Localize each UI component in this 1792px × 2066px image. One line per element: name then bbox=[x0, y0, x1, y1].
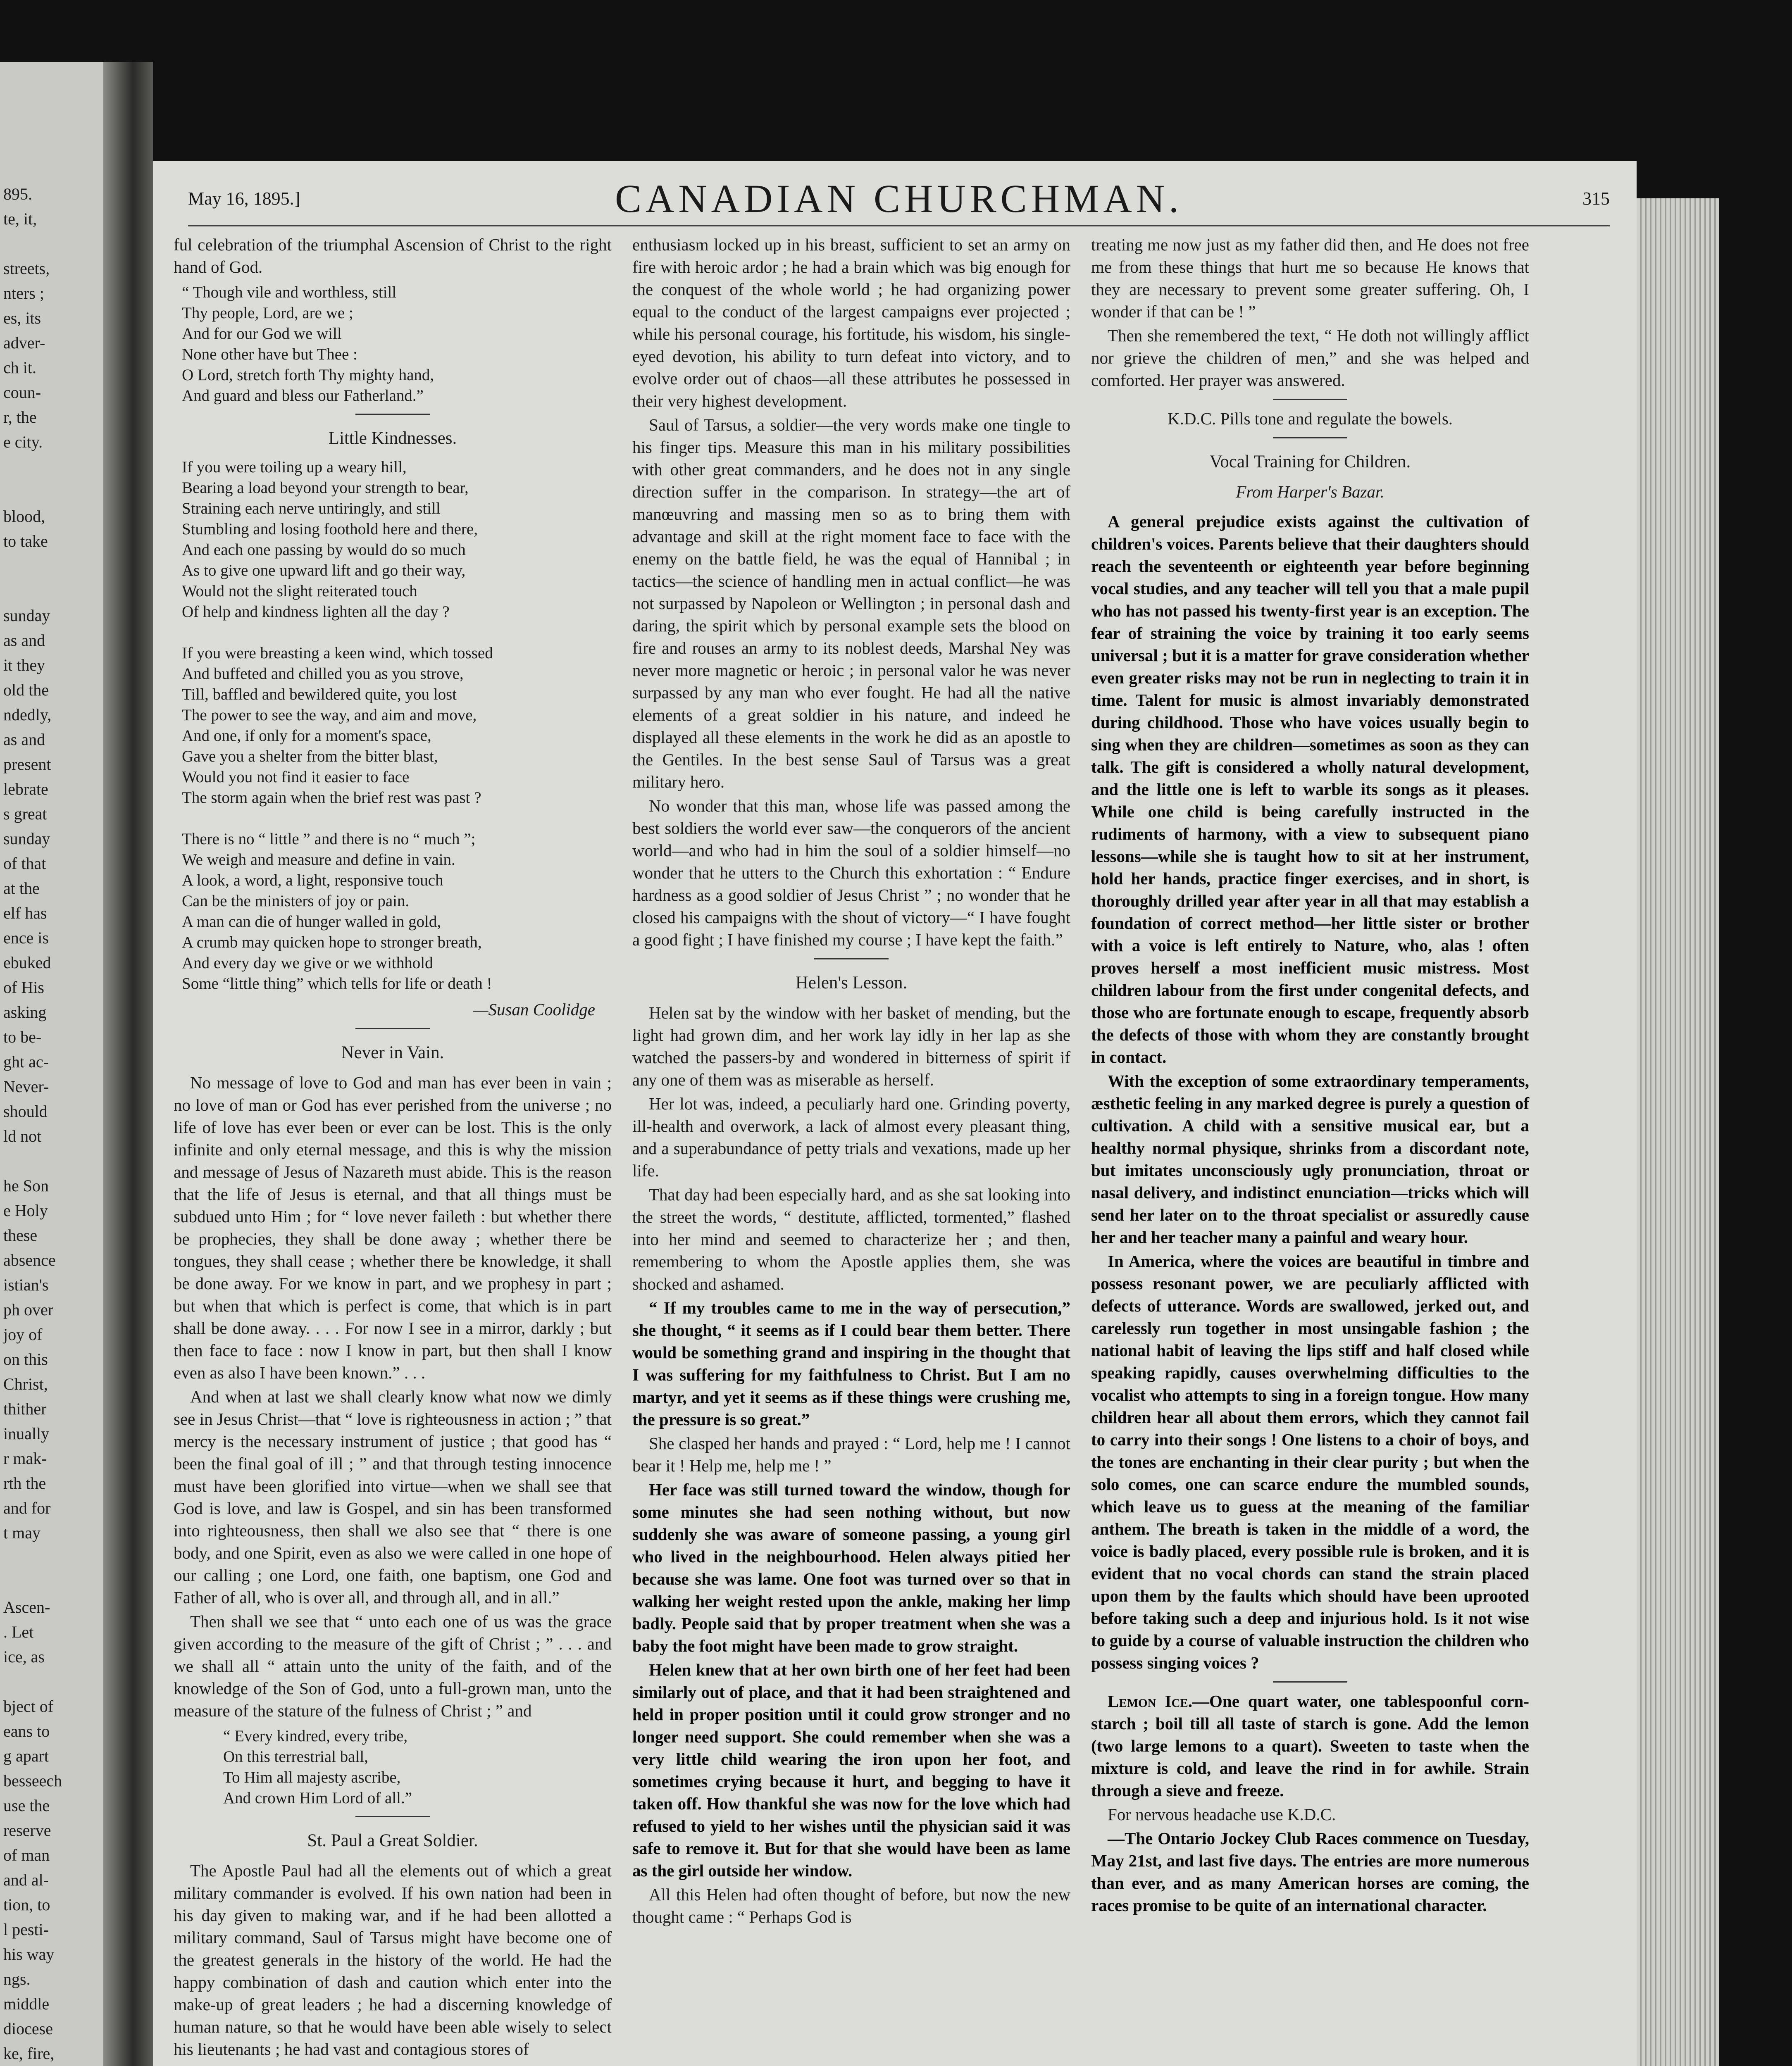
notice-jockey-club: —The Ontario Jockey Club Races commence on Tuesday, May 21st, and last five days. The entries are more numerous than ever, and as many American horses are coming, the races promise to be quite of an international character. bbox=[1091, 1829, 1529, 1915]
newspaper-page bbox=[153, 161, 1637, 2066]
article-paragraph: A general prejudice exists against the cultivation of children's voices. Parents believe that their daughters should reach the seventeenth or eighteenth year before beginning vocal studies, and any teacher will tell you that a male pupil who has not passed his twenty-first year is an exception. The fear of straining the voice by training it too early seems universal ; but it is a matter for grave consideration whether even greater risks may not be run in neglecting to train it in time. Talent for music is almost invariably demonstrated during childhood. Those who have voices usually begin to sing when they are children—sometimes as soon as they can talk. The gift is considered a wholly natural development, and the little one is left to warble its songs as it pleases. While one child is being carefully instructed in the rudiments of harmony, with a view to subsequent piano lessons—while she is taught how to sit at her instrument, hold her hands, practice finger exercises, and in short, is thoroughly drilled year after year in all that may establish a foundation of correct method—her little sister or brother with a voice is left entirely to Nature, who, alas ! often proves herself a most inefficient music mistress. Most children labour from the first under congenital defects, and those who are fortunate enough to escape, frequently absorb the defects of those with whom they are constantly brought in contact. bbox=[1091, 512, 1529, 1066]
column-1 bbox=[174, 233, 612, 2062]
article-title-never-in-vain: Never in Vain. bbox=[341, 1043, 444, 1062]
article-paragraph: The Apostle Paul had all the elements out of which a great military commander is evolved. If his own nation had been in his day given to making war, and if he had been allotted a military command, Saul of Tarsus might have become one of the greatest generals in the history of the world. He had the happy combination of dash and caution which enter into the make-up of great leaders ; he had a discerning knowledge of human nature, so that he would have been able wisely to select his lieutenants ; he had vast and contagious stores of bbox=[174, 1861, 612, 2059]
adjacent-page-text: 895. te, it, streets, nters ; es, its adver- ch it. coun- r, the e city. blood, to take sunday as and it they old the ndedly, as and present lebrate s great sunday of that at the elf has ence is ebuked of His asking to be- ght ac- Never- should ld not he Son e Holy these absence istian's ph over joy of on this Christ, thither inually r mak- rth the and for t may Ascen- . Let ice, as bject of eans to g apart besseech use the reserve of man and al- tion, to l pesti- his way ngs. middle diocese ke, fire, bbox=[3, 185, 62, 2063]
recipe-label: Lemon Ice. bbox=[1108, 1692, 1192, 1711]
article-paragraph: Her face was still turned toward the window, though for some minutes she had seen nothing without, but now suddenly she was aware of someone passing, a young girl who lived in the neighbourhood. Helen always pitied her because she was lame. One foot was turned over so that in walking her weight rested upon the ankle, making her limp badly. People said that by proper treatment when she was a baby the foot might have been made to grow straight. bbox=[632, 1480, 1070, 1655]
page-header bbox=[188, 176, 1610, 226]
article-paragraph: Helen knew that at her own birth one of her feet had been similarly out of place, and that it had been straightened and held in proper position until it could grow stronger and no longer need support. She could remember when she was a very little child wearing the iron upon her foot, and sometimes crying because it hurt, and begging to have it taken off. How thankful she was now for the love which had refused to yield to her wishes until the physician said it was safe to remove it. But for that she would have been as lame as the girl outside her window. bbox=[632, 1660, 1070, 1880]
article-paragraph: She clasped her hands and prayed : “ Lord, help me ! I cannot bear it ! Help me, help me ! ” bbox=[632, 1434, 1070, 1475]
adjacent-page-fragment bbox=[0, 62, 103, 2066]
column-2 bbox=[632, 233, 1070, 1930]
divider bbox=[355, 1028, 430, 1029]
article-paragraph: Helen sat by the window with her basket of mending, but the light had grown dim, and her work lay idly in her lap as she watched the passers-by and wondered in bitterness of spirit if any one of them was as miserable as herself. bbox=[632, 1003, 1070, 1089]
article-paragraph: Saul of Tarsus, a soldier—the very words make one tingle to his finger tips. Measure this man in his military possibilities with other great commanders, and he does not in any single direction suffer in the comparison. In strategy—the art of manœuvring and massing men so as to bring them with advantage and skill at the right moment face to face with the enemy on the battle field, he was the equal of Hannibal ; in tactics—the science of handling men in actual conflict—he was not surpassed by Napoleon or Wellington ; in personal dash and daring, the spirit which by personal example sets the blood on fire and rouses an army to its noblest deeds, Marshal Ney was never more magnetic or heroic ; in personal valor he was never surpassed by any man who ever fought. He had all the native elements of a great soldier in his nature, and indeed he displayed all these elements in the work he did as an apostle to the Gentiles. In the best sense Saul of Tarsus was a great military hero. bbox=[632, 415, 1070, 791]
masthead-title: CANADIAN CHURCHMAN. bbox=[615, 176, 1183, 221]
divider bbox=[814, 958, 889, 959]
divider bbox=[1273, 1681, 1347, 1683]
ascension-paragraph: ful celebration of the triumphal Ascension of Christ to the right hand of God. bbox=[174, 235, 612, 276]
article-paragraph: With the exception of some extraordinary temperaments, æsthetic feeling in any marked degree is purely a question of cultivation. A child with a sensitive musical ear, but a healthy normal physique, shrinks from a discordant note, but imitates unconsciously ugly pronunciation, throat or nasal delivery, and indistinct enunciation—tricks which will send her later on to the throat specialist or assuredly cause her and her teacher many a painful and weary hour. bbox=[1091, 1071, 1529, 1247]
article-title-vocal-training: Vocal Training for Children. bbox=[1209, 452, 1411, 471]
divider bbox=[355, 414, 430, 415]
article-title-little-kindnesses: Little Kindnesses. bbox=[328, 428, 457, 448]
book-gutter bbox=[103, 62, 153, 2066]
article-paragraph: treating me now just as my father did then, and He does not free me from these things that hurt me so because He knows that they are necessary to prevent some greater suffering. Oh, I wonder if that can be ! ” bbox=[1091, 235, 1529, 321]
article-paragraph: Then she remembered the text, “ He doth not willingly afflict nor grieve the children of men,” and she was helped and comforted. Her prayer was answered. bbox=[1091, 326, 1529, 390]
recipe-text: —One quart water, one tablespoonful corn-starch ; boil till all taste of starch is gone. Add the lemon (two large lemons to a quart). Sweeten to taste when the mixture is cold, and leave the rind in for awhile. Strain through a sieve and freeze. bbox=[1091, 1692, 1529, 1800]
advertisement-kdc: K.D.C. Pills tone and regulate the bowels. bbox=[1167, 409, 1453, 428]
divider bbox=[1273, 399, 1347, 400]
article-paragraph: enthusiasm locked up in his breast, sufficient to set an army on fire with heroic ardor ; he had a brain which was big enough for the conquest of the whole world ; he had organizing power equal to the conduct of the largest campaigns ever projected ; while his personal courage, his fortitude, his wisdom, his single-eyed devotion, his ability to turn defeat into victory, and to evolve order out of chaos—all these attributes he possessed in their very highest development. bbox=[632, 235, 1070, 410]
article-paragraph: Then shall we see that “ unto each one of us was the grace given according to the measure of the gift of Christ ; ” . . . and we shall all “ attain unto the unity of the faith, and of the knowledge of the Son of God, unto a full-grown man, unto the measure of the stature of the fulness of Christ ; ” and bbox=[174, 1612, 612, 1720]
divider bbox=[355, 1816, 430, 1817]
article-paragraph: “ If my troubles came to me in the way of persecution,” she thought, “ it seems as if I could bear them better. There would be something grand and inspiring in the thought that I was suffering for my faithfulness to Christ. But I am no martyr, and yet it seems as if these things were crushing me, the pressure is so great.” bbox=[632, 1298, 1070, 1429]
divider bbox=[1273, 437, 1347, 438]
hymn-verse: “ Every kindred, every tribe, On this terrestrial ball, To Him all majesty ascribe, And crown Him Lord of all.” bbox=[223, 1727, 412, 1807]
article-title-st-paul: St. Paul a Great Soldier. bbox=[307, 1831, 478, 1850]
page-number: 315 bbox=[1582, 188, 1610, 209]
recipe-lemon-ice bbox=[1091, 1690, 1529, 1802]
column-3 bbox=[1091, 233, 1529, 1918]
article-paragraph: In America, where the voices are beautiful in timbre and possess resonant power, we are peculiarly afflicted with defects of utterance. Words are swallowed, jerked out, and carelessly run together in most unsingable fashion ; the national habit of leaving the lips stiff and half closed while speaking rapidly, causes overwhelming difficulties to the vocalist who attempts to sing in a foreign tongue. How many children hear all about them errors, which they cannot fail to carry into their songs ! One listens to a choir of boys, and the tones are enchanting in their clear purity ; but when the solo comes, one can scarce endure the mumbled sounds, which leave us to guess at the meaning of the familiar anthem. The breath is taken in the middle of a word, the voice is badly placed, every possible rule is broken, and it is evident that no vocal chords can stand the strain placed upon them by the faults which should have been uprooted before taking such a deep and injurious hold. Is it not wise to guide by a course of valuable instruction the children who possess singing voices ? bbox=[1091, 1252, 1529, 1672]
poem-attribution: —Susan Coolidge bbox=[473, 1000, 595, 1019]
article-paragraph: All this Helen had often thought of before, but now the new thought came : “ Perhaps God is bbox=[632, 1885, 1070, 1926]
header-date: May 16, 1895.] bbox=[188, 188, 300, 209]
article-paragraph: That day had been especially hard, and as she sat looking into the street the words, “ destitute, afflicted, tormented,” flashed into her mind and seemed to characterize her ; and then, remembering to whom the Apostle applies them, she was shocked and ashamed. bbox=[632, 1185, 1070, 1293]
little-kindnesses-poem: If you were toiling up a weary hill, Bearing a load beyond your strength to bear, Straining each nerve untiringly, and still Stumbling and losing foothold here and there, And each one passing by would do so much As to give one upward lift and go their way, Would not the slight reiterated touch Of help and kindness lighten all the day ? If you were breasting a keen wind, which tossed And buffeted and chilled you as you strove, Till, baffled and bewildered quite, you lost The power to see the way, and aim and move, And one, if only for a moment's space, Gave you a shelter from the bitter blast, Would you not find it easier to face The storm again when the brief rest was past ? There is no “ little ” and there is no “ much ”; We weigh and measure and define in vain. A look, a word, a light, responsive touch Can be the ministers of joy or pain. A man can die of hunger walled in gold, A crumb may quicken hope to stronger breath, And every day we give or we withhold Some “little thing” which tells for life or death ! bbox=[182, 458, 493, 993]
article-paragraph: No wonder that this man, whose life was passed among the best soldiers the world ever saw—the conquerors of the ancient world—and who had in him the soul of a soldier himself—no wonder that he utters to the Church this exhortation : “ Endure hardness as a good soldier of Jesus Christ ” ; no wonder that he closed his campaigns with the shout of victory—“ I have fought a good fight ; I have finished my course ; I have kept the faith.” bbox=[632, 796, 1070, 949]
article-title-helens-lesson: Helen's Lesson. bbox=[795, 973, 908, 993]
fatherland-poem: “ Though vile and worthless, still Thy people, Lord, are we ; And for our God we will None other have but Thee : O Lord, stretch forth Thy mighty hand, And guard and bless our Fatherland.” bbox=[182, 283, 434, 405]
article-paragraph: And when at last we shall clearly know what now we dimly see in Jesus Christ—that “ love is righteousness in action ; ” that mercy is the necessary instrument of justice ; that good has “ been the final goal of ill ; ” and that through testing innocence must have been glorified into virtue—when we shall see that God is love, and law is Gospel, and sin has been transformed into righteousness, then shall we also see that “ there is one body, and one Spirit, even as also we were called in one hope of our calling ; one Lord, one faith, one baptism, one God and Father of all, who is over all, and through all, and in all.” bbox=[174, 1387, 612, 1607]
article-paragraph: No message of love to God and man has ever been in vain ; no love of man or God has ever perished from the universe ; no life of love has ever been or ever can be lost. This is the only infinite and only eternal message, and this is why the mission and message of Jesus of Nazareth must abide. This is the reason that the life of Jesus is eternal, and that all things must be subdued unto Him ; for “ love never faileth : but whether there be prophecies, they shall be done away ; whether there be tongues, they shall cease ; whether there be knowledge, it shall be done away. For we know in part, and we prophesy in part ; but when that which is perfect is come, that which is in part shall be done away. . . . For now I see in a mirror, darkly ; but then face to face : now I know in part, but then shall I know even as also I have been known.” . . . bbox=[174, 1073, 612, 1382]
article-source: From Harper's Bazar. bbox=[1236, 482, 1385, 501]
article-paragraph: Her lot was, indeed, a peculiarly hard one. Grinding poverty, ill-health and overwork, a lack of almost every pleasant thing, and a superabundance of petty trials and vexations, made up her life. bbox=[632, 1094, 1070, 1180]
page-edges bbox=[1637, 198, 1719, 2066]
advertisement-kdc-headache: For nervous headache use K.D.C. bbox=[1108, 1805, 1336, 1824]
